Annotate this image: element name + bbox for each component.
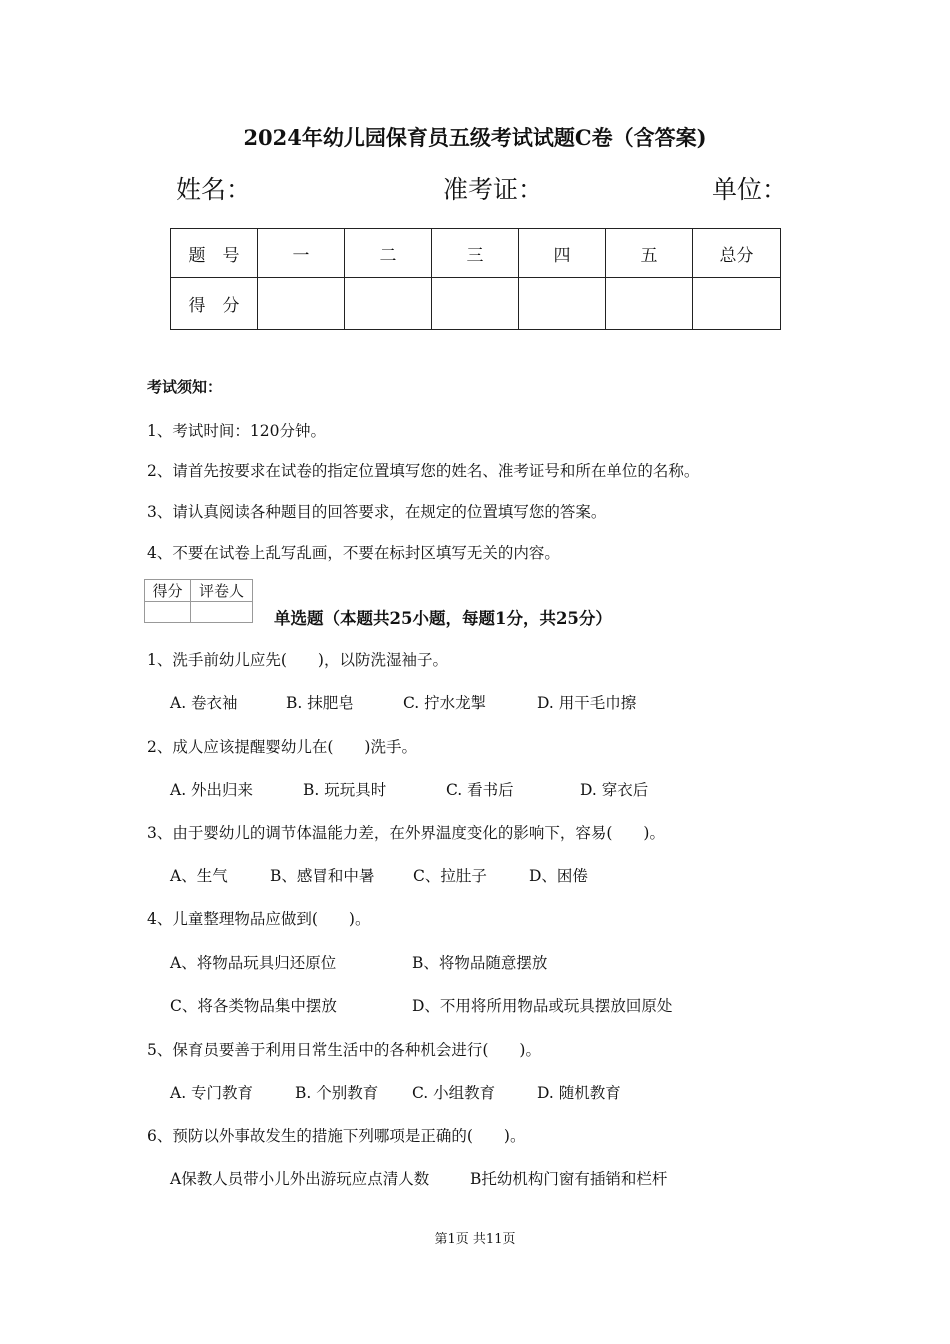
- note-item: 2、请首先按要求在试卷的指定位置填写您的姓名、准考证号和所在单位的名称。: [147, 462, 700, 480]
- question-stem: 3、由于婴幼儿的调节体温能力差，在外界温度变化的影响下，容易( )。: [147, 824, 665, 842]
- score-cell[interactable]: [693, 278, 781, 330]
- question-option[interactable]: B、将物品随意摆放: [412, 954, 548, 972]
- question-option[interactable]: D. 穿衣后: [580, 781, 649, 799]
- question-stem: 2、成人应该提醒婴幼儿在( )洗手。: [147, 738, 417, 756]
- question-option[interactable]: A. 卷衣袖: [170, 694, 238, 712]
- question-stem: 4、儿童整理物品应做到( )。: [147, 910, 371, 928]
- question-option[interactable]: B. 个别教育: [295, 1084, 379, 1102]
- score-cell[interactable]: [606, 278, 693, 330]
- score-cell[interactable]: [519, 278, 606, 330]
- grader-name-cell[interactable]: [191, 602, 253, 623]
- score-header-cell: 总分: [693, 229, 781, 278]
- question-option[interactable]: D. 用干毛巾擦: [537, 694, 637, 712]
- grader-name-label: 评卷人: [191, 580, 253, 602]
- score-header-cell: 五: [606, 229, 693, 278]
- question-option[interactable]: D. 随机教育: [537, 1084, 621, 1102]
- question-option[interactable]: A保教人员带小儿外出游玩应点清人数: [170, 1170, 430, 1188]
- score-header-cell: 题 号: [171, 229, 258, 278]
- score-table-score-row: [171, 278, 781, 330]
- score-cell[interactable]: [345, 278, 432, 330]
- question-option[interactable]: C. 看书后: [446, 781, 514, 799]
- question-option[interactable]: A. 专门教育: [170, 1084, 254, 1102]
- page-footer: 第1页 共11页: [434, 1232, 516, 1247]
- grader-score-label: 得分: [145, 580, 191, 602]
- question-option[interactable]: A、生气: [170, 867, 228, 885]
- question-option[interactable]: A. 外出归来: [170, 781, 254, 799]
- question-stem: 1、洗手前幼儿应先( )，以防洗湿袖子。: [147, 651, 448, 669]
- question-option[interactable]: D、不用将所用物品或玩具摆放回原处: [412, 997, 673, 1015]
- score-cell[interactable]: [432, 278, 519, 330]
- note-item: 4、不要在试卷上乱写乱画，不要在标封区填写无关的内容。: [147, 544, 560, 562]
- question-stem: 6、预防以外事故发生的措施下列哪项是正确的( )。: [147, 1127, 526, 1145]
- score-cell[interactable]: [258, 278, 345, 330]
- score-header-cell: 三: [432, 229, 519, 278]
- question-option[interactable]: B托幼机构门窗有插销和栏杆: [470, 1170, 668, 1188]
- grader-score-cell[interactable]: [145, 602, 191, 623]
- score-header-cell: 一: [258, 229, 345, 278]
- score-row-label: 得 分: [171, 278, 258, 330]
- question-option[interactable]: C. 小组教育: [412, 1084, 496, 1102]
- page-title: 2024年幼儿园保育员五级考试试题C卷（含答案): [243, 125, 707, 150]
- question-option[interactable]: B. 抹肥皂: [286, 694, 354, 712]
- score-table-header-row: [171, 229, 781, 278]
- score-header-cell: 四: [519, 229, 606, 278]
- section-title: 单选题（本题共25小题，每题1分，共25分）: [274, 609, 612, 628]
- question-option[interactable]: A、将物品玩具归还原位: [170, 954, 337, 972]
- question-option[interactable]: B. 玩玩具时: [303, 781, 387, 799]
- notes-heading: 考试须知：: [147, 378, 223, 396]
- question-option[interactable]: C、将各类物品集中摆放: [170, 997, 337, 1015]
- question-option[interactable]: C、拉肚子: [413, 867, 487, 885]
- name-label: 姓名：: [176, 175, 252, 204]
- question-option[interactable]: D、困倦: [529, 867, 588, 885]
- unit-label: 单位：: [712, 175, 788, 204]
- exam-id-label: 准考证：: [443, 175, 544, 204]
- score-header-cell: 二: [345, 229, 432, 278]
- question-stem: 5、保育员要善于利用日常生活中的各种机会进行( )。: [147, 1041, 541, 1059]
- grader-box: [144, 579, 253, 623]
- score-table: [170, 228, 781, 330]
- question-option[interactable]: C. 拧水龙掣: [403, 694, 487, 712]
- note-item: 1、考试时间：120分钟。: [147, 422, 326, 440]
- note-item: 3、请认真阅读各种题目的回答要求，在规定的位置填写您的答案。: [147, 503, 607, 521]
- question-option[interactable]: B、感冒和中暑: [270, 867, 375, 885]
